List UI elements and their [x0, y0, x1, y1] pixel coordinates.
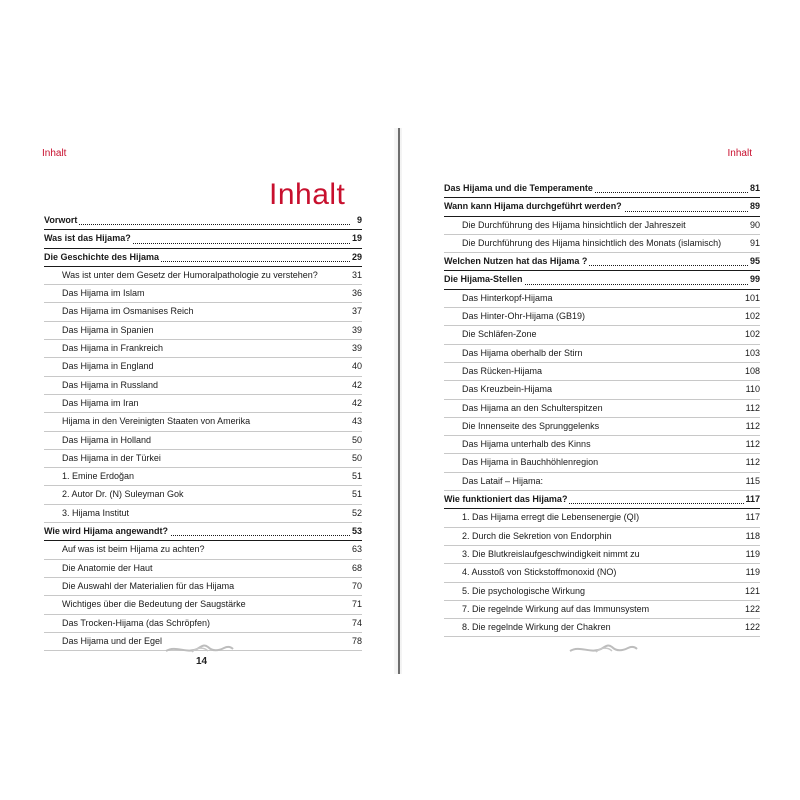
toc-entry-title: 7. Die regelnde Wirkung auf das Immunsystem [462, 603, 650, 614]
toc-entry-page: 103 [744, 347, 760, 358]
toc-section-entry [44, 322, 362, 340]
toc-entry-page: 108 [744, 365, 760, 376]
toc-chapter-entry [444, 180, 760, 198]
toc-entry-title: Das Hijama in Holland [62, 434, 152, 445]
toc-section-entry [44, 395, 362, 413]
toc-entry-page: 112 [745, 457, 760, 468]
toc-entry-title: Die Geschichte des Hijama [44, 249, 161, 266]
toc-section-entry [444, 308, 760, 326]
toc-entry-page: 40 [351, 361, 362, 372]
toc-section-entry [444, 454, 760, 472]
toc-entry-title: Wie funktioniert das Hijama? [444, 491, 569, 508]
toc-section-entry [444, 473, 760, 491]
toc-entry-title: Vorwort [44, 212, 79, 229]
toc-entry-title: 5. Die psychologische Wirkung [462, 585, 586, 596]
toc-section-entry [444, 509, 760, 527]
toc-entry-page: 91 [749, 237, 760, 248]
toc-section-entry [44, 468, 362, 486]
toc-section-entry [44, 505, 362, 523]
toc-entry-title: Das Hijama und die Temperamente [444, 180, 595, 197]
toc-entry-page: 39 [351, 343, 362, 354]
toc-chapter-entry [444, 198, 760, 216]
toc-entry-page: 115 [745, 475, 760, 486]
toc-entry-title: 3. Die Blutkreislaufgeschwindigkeit nimmt zu [462, 548, 640, 559]
toc-entry-page: 29 [351, 249, 362, 266]
toc-entry-page: 119 [745, 567, 760, 578]
toc-section-entry [44, 560, 362, 578]
toc-entry-page: 102 [744, 329, 760, 340]
toc-entry-title: Was ist unter dem Gesetz der Humoralpathologie zu verstehen? [62, 269, 318, 280]
toc-entry-page: 122 [744, 622, 760, 633]
toc-section-entry [44, 596, 362, 614]
toc-entry-title: 4. Ausstoß von Stickstoffmonoxid (NO) [462, 567, 617, 578]
toc-entry-title: Die Schläfen-Zone [462, 329, 537, 340]
toc-entry-page: 39 [351, 324, 362, 335]
toc-entry-page: 43 [351, 416, 362, 427]
toc-entry-title: Das Hijama in England [62, 361, 154, 372]
toc-entry-title: Das Hijama an den Schulterspitzen [462, 402, 603, 413]
toc-entry-title: Das Hijama im Osmanises Reich [62, 306, 194, 317]
toc-section-entry [444, 601, 760, 619]
toc-entry-title: Das Hijama in Frankreich [62, 343, 164, 354]
toc-entry-page: 50 [351, 452, 362, 463]
toc-entry-page: 89 [749, 198, 760, 215]
toc-entry-title: Das Hijama in Spanien [62, 324, 154, 335]
toc-section-entry [444, 583, 760, 601]
toc-entry-title: Das Hijama in der Türkei [62, 452, 161, 463]
toc-entry-page: 118 [745, 530, 760, 541]
left-page [4, 128, 394, 674]
toc-entry-page: 95 [749, 253, 760, 270]
toc-entry-page: 81 [749, 180, 760, 197]
toc-entry-title: 3. Hijama Institut [62, 507, 130, 518]
toc-entry-title: Hijama in den Vereinigten Staaten von Amerika [62, 416, 251, 427]
toc-entry-title: Das Hinter-Ohr-Hijama (GB19) [462, 311, 586, 322]
toc-section-entry [44, 267, 362, 285]
toc-section-entry [44, 615, 362, 633]
running-header-left: Inhalt [42, 148, 67, 159]
toc-chapter-entry [44, 230, 362, 248]
toc-entry-page: 74 [351, 617, 362, 628]
toc-section-entry [44, 358, 362, 376]
toc-section-entry [444, 345, 760, 363]
toc-chapter-entry [44, 249, 362, 267]
toc-entry-title: Das Hijama im Iran [62, 397, 139, 408]
toc-entry-page: 31 [351, 269, 362, 280]
toc-chapter-entry [444, 253, 760, 271]
toc-entry-title: Welchen Nutzen hat das Hijama ? [444, 253, 589, 270]
toc-section-entry [444, 290, 760, 308]
toc-section-entry [44, 450, 362, 468]
page-number: 14 [196, 656, 208, 667]
toc-entry-title: Das Lataif – Hijama: [462, 475, 544, 486]
toc-entry-title: Die Auswahl der Materialien für das Hijama [62, 580, 235, 591]
toc-list-right [444, 180, 760, 637]
toc-entry-page: 19 [351, 230, 362, 247]
toc-section-entry [44, 303, 362, 321]
toc-entry-title: 8. Die regelnde Wirkung der Chakren [462, 622, 611, 633]
toc-entry-page: 9 [356, 212, 362, 229]
toc-entry-title: Die Durchführung des Hijama hinsichtlich der Jahreszeit [462, 219, 686, 230]
toc-entry-page: 63 [351, 544, 362, 555]
toc-section-entry [44, 432, 362, 450]
toc-entry-title: Das Hijama unterhalb des Kinns [462, 439, 591, 450]
toc-entry-title: Auf was ist beim Hijama zu achten? [62, 544, 205, 555]
toc-entry-page: 78 [351, 635, 362, 646]
toc-section-entry [44, 486, 362, 504]
toc-entry-page: 51 [351, 489, 362, 500]
toc-section-entry [444, 363, 760, 381]
toc-entry-title: Das Hijama und der Egel [62, 635, 163, 646]
book-spine [398, 128, 400, 674]
toc-section-entry [44, 340, 362, 358]
toc-entry-title: Das Hijama in Bauchhöhlenregion [462, 457, 599, 468]
toc-entry-title: Das Trocken-Hijama (das Schröpfen) [62, 617, 211, 628]
toc-entry-title: Das Kreuzbein-Hijama [462, 384, 553, 395]
toc-entry-title: 2. Durch die Sekretion von Endorphin [462, 530, 612, 541]
toc-section-entry [444, 326, 760, 344]
toc-list-left [44, 212, 362, 651]
toc-section-entry [444, 528, 760, 546]
toc-section-entry [44, 578, 362, 596]
toc-entry-page: 68 [351, 562, 362, 573]
toc-entry-title: Das Hinterkopf-Hijama [462, 292, 553, 303]
right-page [402, 128, 792, 674]
toc-section-entry [444, 217, 760, 235]
toc-section-entry [444, 564, 760, 582]
leader-dots [44, 224, 350, 225]
toc-entry-title: Das Hijama im Islam [62, 288, 145, 299]
toc-title: Inhalt [269, 178, 346, 211]
toc-entry-title: Die Innenseite des Sprunggelenks [462, 420, 600, 431]
toc-section-entry [44, 285, 362, 303]
toc-entry-page: 90 [749, 219, 760, 230]
toc-entry-page: 102 [744, 311, 760, 322]
toc-entry-title: Die Durchführung des Hijama hinsichtlich des Monats (islamisch) [462, 237, 722, 248]
toc-section-entry [444, 400, 760, 418]
toc-entry-title: Wie wird Hijama angewandt? [44, 523, 170, 540]
toc-entry-page: 37 [351, 306, 362, 317]
toc-entry-page: 36 [351, 288, 362, 299]
toc-section-entry [44, 377, 362, 395]
toc-entry-page: 112 [745, 402, 760, 413]
toc-entry-page: 121 [744, 585, 760, 596]
swash-ornament-icon [568, 642, 638, 656]
toc-entry-page: 117 [745, 512, 760, 523]
toc-section-entry [44, 413, 362, 431]
toc-entry-page: 71 [351, 599, 362, 610]
toc-entry-page: 122 [744, 603, 760, 614]
toc-entry-title: 1. Das Hijama erregt die Lebensenergie (QI) [462, 512, 640, 523]
toc-entry-page: 70 [351, 580, 362, 591]
toc-entry-title: Das Rücken-Hijama [462, 365, 543, 376]
toc-section-entry [444, 381, 760, 399]
toc-chapter-entry [44, 523, 362, 541]
toc-entry-page: 112 [745, 420, 760, 431]
toc-section-entry [444, 418, 760, 436]
toc-entry-title: Wichtiges über die Bedeutung der Saugstärke [62, 599, 246, 610]
toc-section-entry [444, 546, 760, 564]
toc-section-entry [444, 235, 760, 253]
toc-entry-page: 52 [351, 507, 362, 518]
toc-entry-title: Die Hijama-Stellen [444, 271, 525, 288]
toc-entry-title: Das Hijama in Russland [62, 379, 159, 390]
toc-section-entry [444, 619, 760, 637]
toc-entry-page: 99 [749, 271, 760, 288]
toc-entry-title: Das Hijama oberhalb der Stirn [462, 347, 583, 358]
toc-section-entry [444, 436, 760, 454]
toc-entry-title: 2. Autor Dr. (N) Suleyman Gok [62, 489, 184, 500]
swash-ornament-icon [164, 642, 234, 656]
toc-entry-page: 110 [745, 384, 760, 395]
toc-entry-title: Wann kann Hijama durchgeführt werden? [444, 198, 624, 215]
toc-entry-page: 50 [351, 434, 362, 445]
toc-chapter-entry [444, 491, 760, 509]
toc-entry-page: 117 [744, 491, 760, 508]
toc-entry-page: 101 [744, 292, 760, 303]
toc-entry-title: Die Anatomie der Haut [62, 562, 153, 573]
running-header-right: Inhalt [727, 148, 752, 159]
toc-section-entry [44, 541, 362, 559]
toc-entry-page: 42 [351, 379, 362, 390]
toc-entry-page: 119 [745, 548, 760, 559]
toc-chapter-entry [444, 271, 760, 289]
toc-entry-page: 112 [745, 439, 760, 450]
toc-entry-page: 42 [351, 397, 362, 408]
toc-entry-page: 51 [351, 471, 362, 482]
toc-entry-title: 1. Emine Erdoğan [62, 471, 135, 482]
toc-entry-title: Was ist das Hijama? [44, 230, 133, 247]
toc-chapter-entry [44, 212, 362, 230]
toc-entry-page: 53 [351, 523, 362, 540]
